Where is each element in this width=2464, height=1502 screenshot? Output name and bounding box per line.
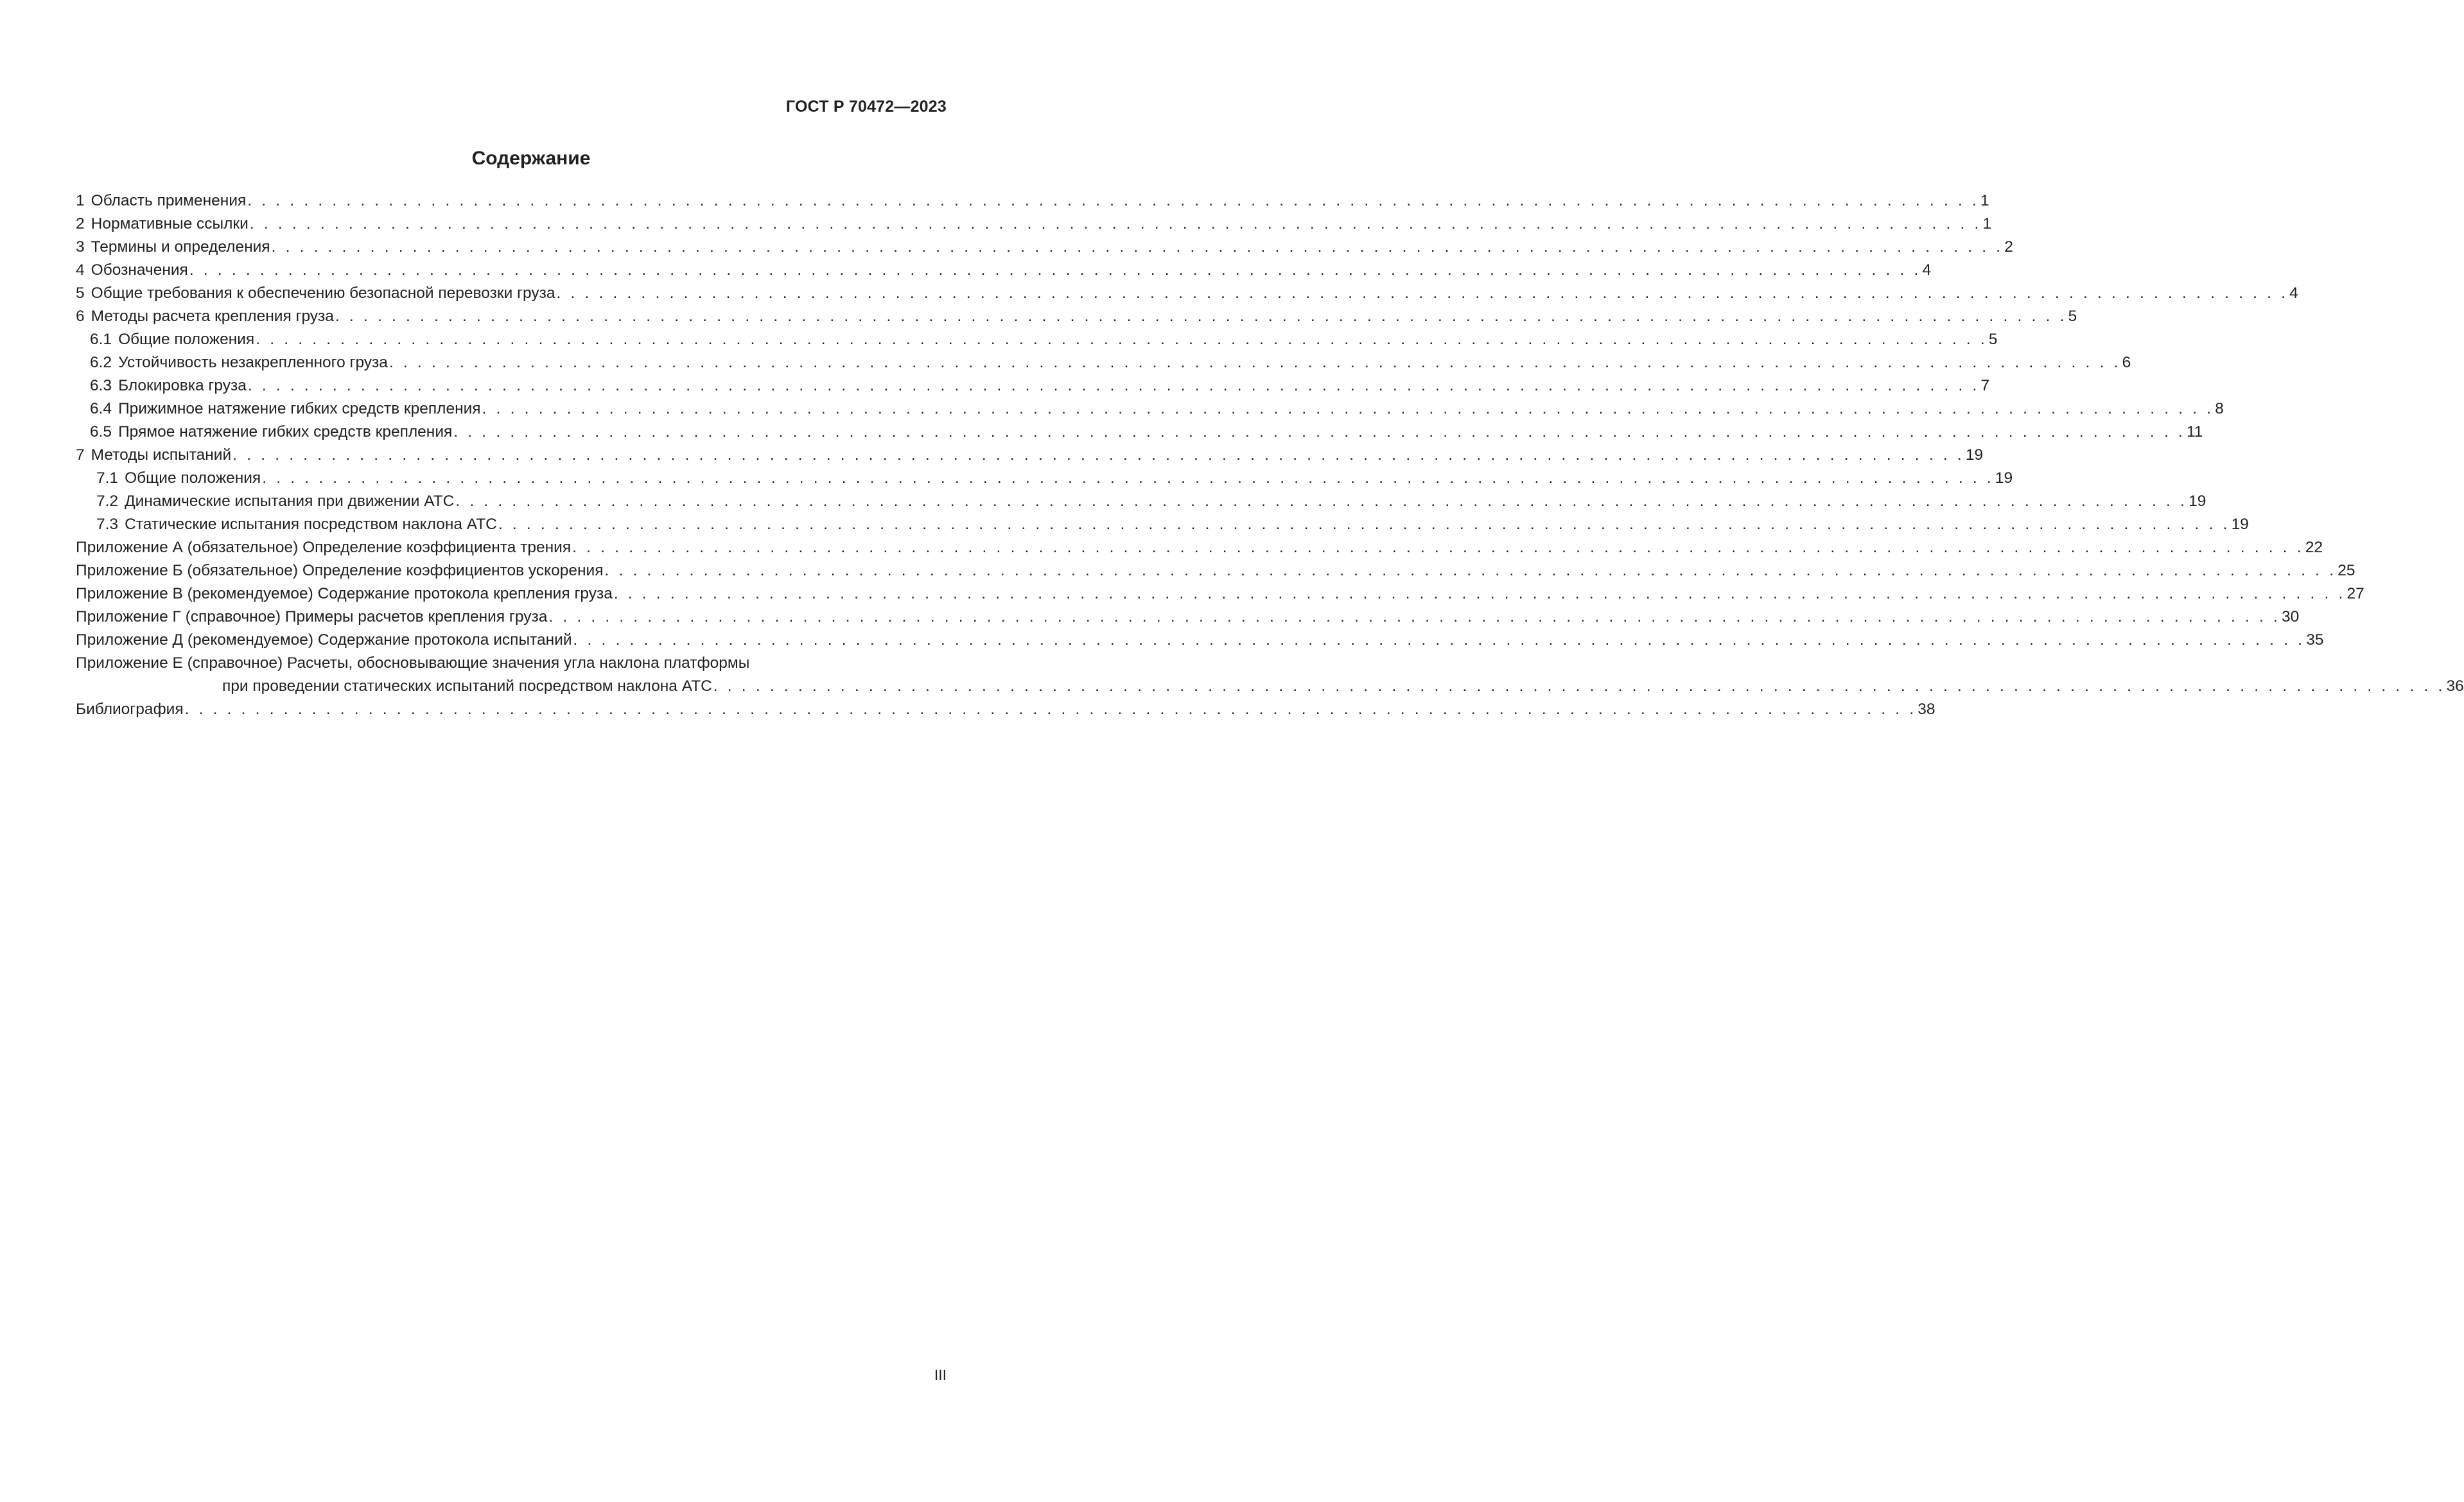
toc-entry-number: 7 <box>76 446 85 464</box>
toc-entry-page: 22 <box>2305 539 2323 556</box>
toc-entry-appendix[interactable] <box>76 582 2364 606</box>
toc-entry[interactable] <box>76 259 1932 282</box>
toc-entry-page: 30 <box>2282 608 2300 625</box>
toc-entry-label: Обозначения <box>91 261 188 279</box>
toc-entry-page: 19 <box>2189 493 2206 510</box>
toc-entry-label: Приложение Д (рекомендуемое) Содержание протокола испытаний <box>76 631 572 649</box>
dot-leader: . . . . . . . . . . . . . . . . . . . . . . . . . . . . . . . . . . . . . . . . . . . . . . . . . . . . . . . . . . . . . . . . . . . . . . . . . . . . . . . . . . . . . . . . . . . . . . . . . . . . . . . . . . . . . . . . . . . . . . . . . . . <box>389 354 2121 371</box>
dot-leader: . . . . . . . . . . . . . . . . . . . . . . . . . . . . . . . . . . . . . . . . . . . . . . . . . . . . . . . . . . . . . . . . . . . . . . . . . . . . . . . . . . . . . . . . . . . . . . . . . . . . . . . . . . . . . . . . . . . . . . . . . . . <box>498 516 2230 533</box>
toc-entry-page: 38 <box>1918 701 1935 718</box>
toc-entry-label: Методы испытаний <box>91 446 232 464</box>
toc-entry-label: Общие положения <box>118 331 255 348</box>
toc-entry-label: Прижимное натяжение гибких средств крепления <box>118 400 481 417</box>
toc-entry-page: 25 <box>2337 562 2355 579</box>
dot-leader: . . . . . . . . . . . . . . . . . . . . . . . . . . . . . . . . . . . . . . . . . . . . . . . . . . . . . . . . . . . . . . . . . . . . . . . . . . . . . . . . . . . . . . . . . . . . . . . . . . . . . . . . . . . . . . . . . . . . . . . . . . . <box>256 331 1988 348</box>
toc-entry-label: Нормативные ссылки <box>91 215 249 232</box>
dot-leader: . . . . . . . . . . . . . . . . . . . . . . . . . . . . . . . . . . . . . . . . . . . . . . . . . . . . . . . . . . . . . . . . . . . . . . . . . . . . . . . . . . . . . . . . . . . . . . . . . . . . . . . . . . . . . . . . . . . . . . . . . . . <box>335 308 2067 325</box>
toc-entry-label: Приложение Г (справочное) Примеры расчетов крепления груза <box>76 608 548 625</box>
toc-entry-label: Методы расчета крепления груза <box>91 308 334 325</box>
dot-leader: . . . . . . . . . . . . . . . . . . . . . . . . . . . . . . . . . . . . . . . . . . . . . . . . . . . . . . . . . . . . . . . . . . . . . . . . . . . . . . . . . . . . . . . . . . . . . . . . . . . . . . . . . . . . . . . . . . . . . . . . . . . <box>556 284 2289 302</box>
toc-entry-page: 4 <box>2289 284 2298 302</box>
toc-entry[interactable] <box>76 421 2203 444</box>
toc-entry-label: Блокировка груза <box>118 377 247 394</box>
toc-entry-label: Динамические испытания при движении АТС <box>125 493 455 510</box>
dot-leader: . . . . . . . . . . . . . . . . . . . . . . . . . . . . . . . . . . . . . . . . . . . . . . . . . . . . . . . . . . . . . . . . . . . . . . . . . . . . . . . . . . . . . . . . . . . . . . . . . . . . . . . . . . . . . . . . . . . . . . . . . . . <box>573 631 2305 649</box>
toc-entry-page: 2 <box>2004 238 2013 256</box>
toc-entry-label: Термины и определения <box>91 238 270 256</box>
dot-leader: . . . . . . . . . . . . . . . . . . . . . . . . . . . . . . . . . . . . . . . . . . . . . . . . . . . . . . . . . . . . . . . . . . . . . . . . . . . . . . . . . . . . . . . . . . . . . . . . . . . . . . . . . . . . . . . . . . . . . . . . . . . <box>572 539 2304 556</box>
dot-leader: . . . . . . . . . . . . . . . . . . . . . . . . . . . . . . . . . . . . . . . . . . . . . . . . . . . . . . . . . . . . . . . . . . . . . . . . . . . . . . . . . . . . . . . . . . . . . . . . . . . . . . . . . . . . . . . . . . . . . . . . . . . <box>455 493 2188 510</box>
toc-entry-label-continuation: при проведении статических испытаний посредством наклона АТС <box>222 677 712 695</box>
toc-entry-page: 35 <box>2306 631 2324 649</box>
toc-entry[interactable] <box>76 467 2013 490</box>
toc-entry-label: Статические испытания посредством наклона АТС <box>125 516 497 533</box>
page-number: III <box>934 1367 947 1383</box>
toc-entry-label: Приложение Е (справочное) Расчеты, обосновывающие значения угла наклона платформы <box>76 654 750 672</box>
toc-entry[interactable] <box>76 305 2077 328</box>
toc-entry-page: 1 <box>1980 192 1989 209</box>
toc-entry-number: 6.5 <box>90 423 112 441</box>
toc-entry-appendix[interactable] <box>76 629 2324 652</box>
toc-entry-appendix[interactable] <box>76 652 947 675</box>
toc-entry-label: Приложение Б (обязательное) Определение коэффициентов ускорения <box>76 562 604 579</box>
toc-entry-number: 7.2 <box>96 493 119 510</box>
toc-entry-number: 6.4 <box>90 400 112 417</box>
toc-entry-label: Приложение А (обязательное) Определение коэффициента трения <box>76 539 572 556</box>
toc-entry[interactable] <box>76 351 2131 374</box>
toc-entry-number: 6.3 <box>90 377 112 394</box>
toc-entry-page: 6 <box>2122 354 2131 371</box>
dot-leader: . . . . . . . . . . . . . . . . . . . . . . . . . . . . . . . . . . . . . . . . . . . . . . . . . . . . . . . . . . . . . . . . . . . . . . . . . . . . . . . . . . . . . . . . . . . . . . . . . . . . . . . . . . . . . . . . . . . . . . . . . . . <box>271 238 2004 256</box>
toc-entry-page: 19 <box>1995 469 2013 487</box>
toc-entry-page: 8 <box>2215 400 2224 417</box>
toc-entry-label: Область применения <box>91 192 247 209</box>
toc-entry-page: 19 <box>1965 446 1984 464</box>
toc-entry-label: Общие требования к обеспечению безопасной перевозки груза <box>91 284 555 302</box>
toc-entry[interactable] <box>76 490 2206 513</box>
toc-entry-number: 2 <box>76 215 85 232</box>
dot-leader: . . . . . . . . . . . . . . . . . . . . . . . . . . . . . . . . . . . . . . . . . . . . . . . . . . . . . . . . . . . . . . . . . . . . . . . . . . . . . . . . . . . . . . . . . . . . . . . . . . . . . . . . . . . . . . . . . . . . . . . . . . . <box>247 192 1979 209</box>
toc-entry-page: 1 <box>1982 215 1992 232</box>
dot-leader: . . . . . . . . . . . . . . . . . . . . . . . . . . . . . . . . . . . . . . . . . . . . . . . . . . . . . . . . . . . . . . . . . . . . . . . . . . . . . . . . . . . . . . . . . . . . . . . . . . . . . . . . . . . . . . . . . . . . . . . . . . . <box>262 469 1994 487</box>
toc-entry-number: 4 <box>76 261 85 279</box>
table-of-contents <box>76 189 2464 721</box>
document-code: ГОСТ Р 70472—2023 <box>785 98 947 116</box>
toc-entry-label: Общие положения <box>125 469 261 487</box>
toc-entry-bibliography[interactable] <box>76 698 1935 721</box>
dot-leader: . . . . . . . . . . . . . . . . . . . . . . . . . . . . . . . . . . . . . . . . . . . . . . . . . . . . . . . . . . . . . . . . . . . . . . . . . . . . . . . . . . . . . . . . . . . . . . . . . . . . . . . . . . . . . . . . . . . . . . . . . . . <box>613 585 2346 602</box>
toc-entry-label: Приложение В (рекомендуемое) Содержание протокола крепления груза <box>76 585 613 602</box>
toc-entry-appendix-continuation[interactable] <box>76 675 2464 698</box>
toc-entry[interactable] <box>76 374 1990 397</box>
dot-leader: . . . . . . . . . . . . . . . . . . . . . . . . . . . . . . . . . . . . . . . . . . . . . . . . . . . . . . . . . . . . . . . . . . . . . . . . . . . . . . . . . . . . . . . . . . . . . . . . . . . . . . . . . . . . . . . . . . . . . . . . . . . <box>453 423 2185 441</box>
toc-entry[interactable] <box>76 328 1998 351</box>
dot-leader: . . . . . . . . . . . . . . . . . . . . . . . . . . . . . . . . . . . . . . . . . . . . . . . . . . . . . . . . . . . . . . . . . . . . . . . . . . . . . . . . . . . . . . . . . . . . . . . . . . . . . . . . . . . . . . . . . . . . . . . . . . . <box>189 261 1921 279</box>
toc-entry-appendix[interactable] <box>76 536 2323 559</box>
toc-entry-number: 6.2 <box>90 354 112 371</box>
toc-entry-number: 6.1 <box>90 331 112 348</box>
toc-entry[interactable] <box>76 397 2224 421</box>
toc-entry-number: 5 <box>76 284 85 302</box>
toc-entry-page: 27 <box>2346 585 2364 602</box>
toc-entry-number: 1 <box>76 192 85 209</box>
toc-entry[interactable] <box>76 213 1992 236</box>
toc-entry-page: 7 <box>1980 377 1990 394</box>
toc-entry-appendix[interactable] <box>76 559 2355 582</box>
dot-leader: . . . . . . . . . . . . . . . . . . . . . . . . . . . . . . . . . . . . . . . . . . . . . . . . . . . . . . . . . . . . . . . . . . . . . . . . . . . . . . . . . . . . . . . . . . . . . . . . . . . . . . . . . . . . . . . . . . . . . . . . . . . <box>604 562 2337 579</box>
toc-entry-label: Устойчивость незакрепленного груза <box>118 354 388 371</box>
toc-entry[interactable] <box>76 189 1989 213</box>
dot-leader: . . . . . . . . . . . . . . . . . . . . . . . . . . . . . . . . . . . . . . . . . . . . . . . . . . . . . . . . . . . . . . . . . . . . . . . . . . . . . . . . . . . . . . . . . . . . . . . . . . . . . . . . . . . . . . . . . . . . . . . . . . . <box>548 608 2281 625</box>
toc-entry-page: 5 <box>2068 308 2077 325</box>
toc-entry[interactable] <box>76 282 2298 305</box>
toc-entry[interactable] <box>76 236 2013 259</box>
toc-entry-number: 7.3 <box>96 516 119 533</box>
toc-entry-label: Прямое натяжение гибких средств крепления <box>118 423 453 441</box>
toc-entry-page: 11 <box>2186 423 2203 441</box>
toc-entry-page: 36 <box>2446 677 2464 695</box>
toc-entry-number: 7.1 <box>96 469 119 487</box>
dot-leader: . . . . . . . . . . . . . . . . . . . . . . . . . . . . . . . . . . . . . . . . . . . . . . . . . . . . . . . . . . . . . . . . . . . . . . . . . . . . . . . . . . . . . . . . . . . . . . . . . . . . . . . . . . . . . . . . . . . . . . . . . . . <box>249 215 1982 232</box>
dot-leader: . . . . . . . . . . . . . . . . . . . . . . . . . . . . . . . . . . . . . . . . . . . . . . . . . . . . . . . . . . . . . . . . . . . . . . . . . . . . . . . . . . . . . . . . . . . . . . . . . . . . . . . . . . . . . . . . . . . . . . . . . . . <box>232 446 1964 464</box>
dot-leader: . . . . . . . . . . . . . . . . . . . . . . . . . . . . . . . . . . . . . . . . . . . . . . . . . . . . . . . . . . . . . . . . . . . . . . . . . . . . . . . . . . . . . . . . . . . . . . . . . . . . . . . . . . . . . . . . . . . . . . . . . . . <box>482 400 2214 417</box>
toc-entry[interactable] <box>76 513 2249 536</box>
dot-leader: . . . . . . . . . . . . . . . . . . . . . . . . . . . . . . . . . . . . . . . . . . . . . . . . . . . . . . . . . . . . . . . . . . . . . . . . . . . . . . . . . . . . . . . . . . . . . . . . . . . . . . . . . . . . . . . . . . . . . . . . . . . <box>713 677 2445 695</box>
toc-entry-page: 5 <box>1988 331 1998 348</box>
dot-leader: . . . . . . . . . . . . . . . . . . . . . . . . . . . . . . . . . . . . . . . . . . . . . . . . . . . . . . . . . . . . . . . . . . . . . . . . . . . . . . . . . . . . . . . . . . . . . . . . . . . . . . . . . . . . . . . . . . . . . . . . . . . <box>247 377 1980 394</box>
toc-entry-appendix[interactable] <box>76 606 2300 629</box>
page-title: Содержание <box>471 148 591 169</box>
toc-entry-page: 4 <box>1922 261 1932 279</box>
toc-entry-page: 19 <box>2231 516 2249 533</box>
dot-leader: . . . . . . . . . . . . . . . . . . . . . . . . . . . . . . . . . . . . . . . . . . . . . . . . . . . . . . . . . . . . . . . . . . . . . . . . . . . . . . . . . . . . . . . . . . . . . . . . . . . . . . . . . . . . . . . . . . . . . . . . . . . <box>184 701 1917 718</box>
toc-entry[interactable] <box>76 444 1984 467</box>
toc-entry-label: Библиография <box>76 701 184 718</box>
toc-entry-number: 3 <box>76 238 85 256</box>
toc-entry-number: 6 <box>76 308 85 325</box>
